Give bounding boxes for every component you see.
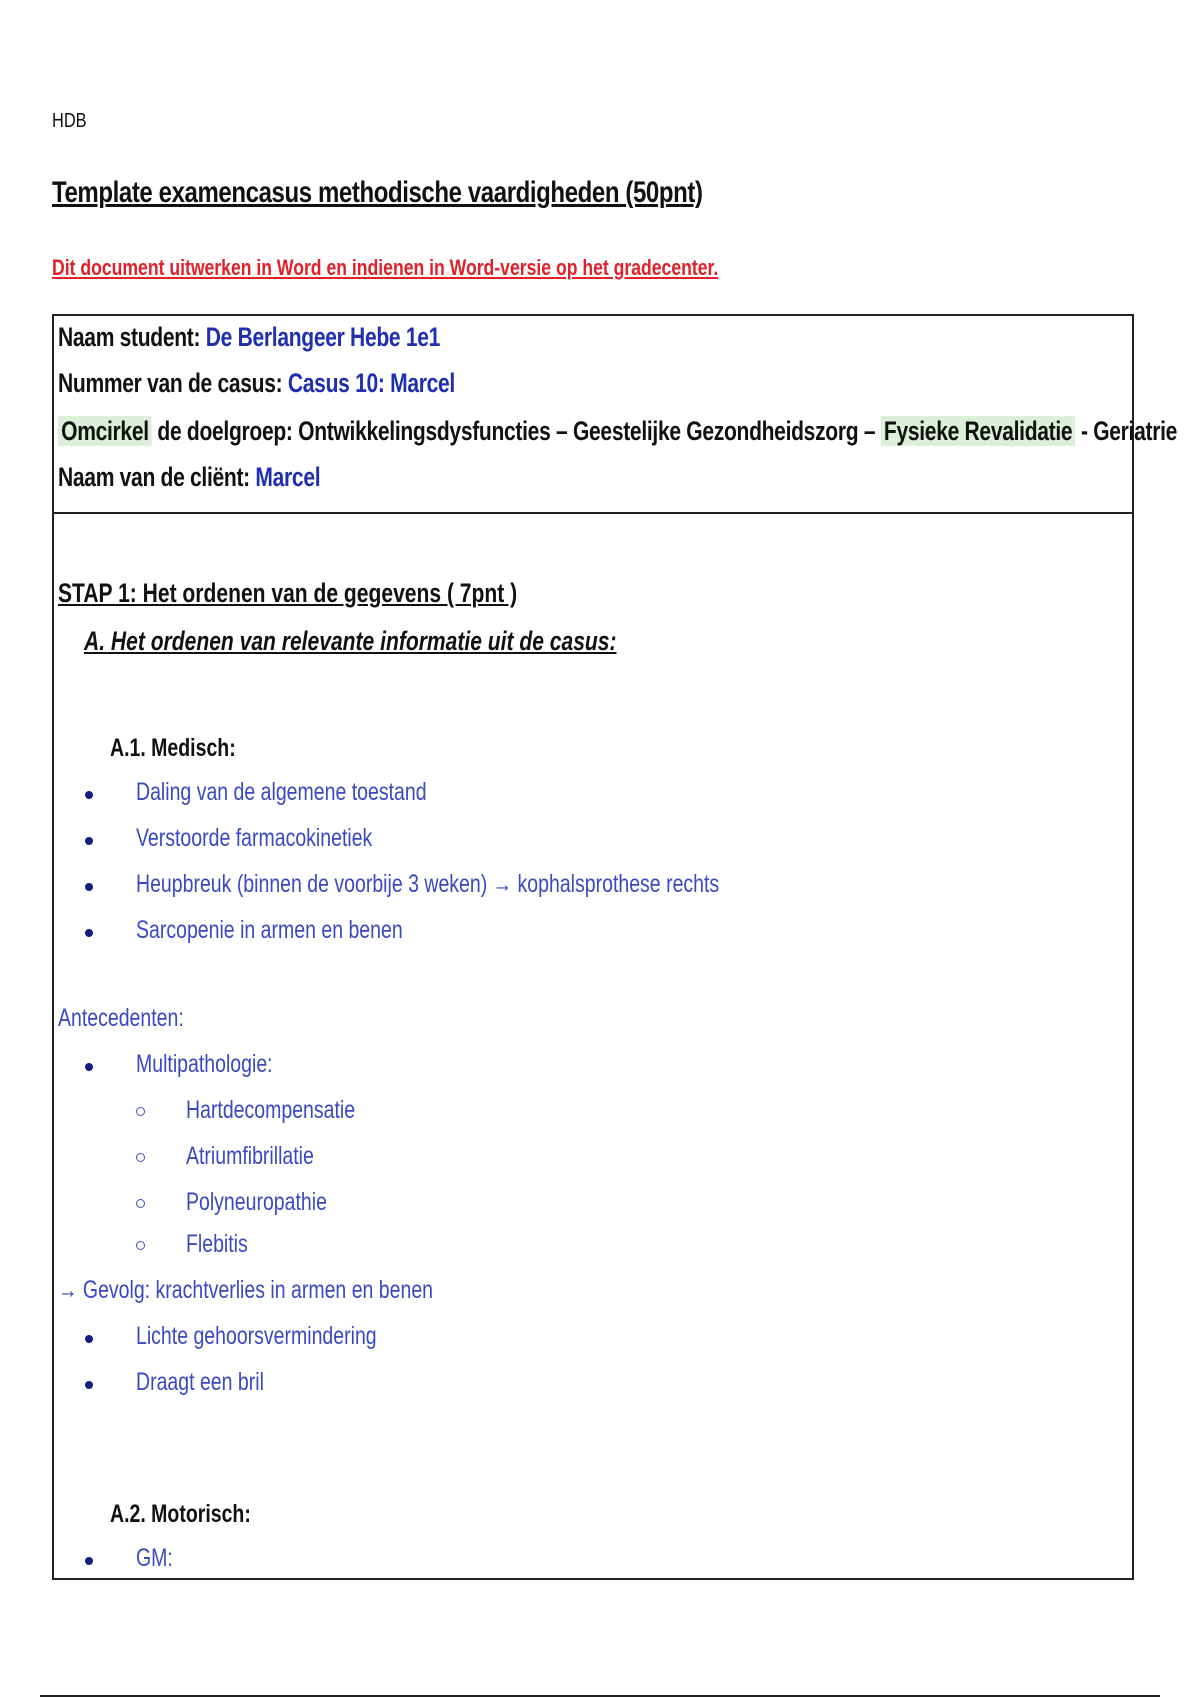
bullet-icon [85, 837, 93, 845]
target-option-ggz[interactable]: Geestelijke Gezondheidszorg [572, 416, 859, 446]
motorisch-heading: A.2. Motorisch: [110, 1500, 251, 1528]
bullet-icon [85, 1557, 93, 1565]
circle-bullet-icon [136, 1153, 145, 1162]
client-value[interactable]: Marcel [255, 462, 321, 492]
target-option-geriatrie[interactable]: Geriatrie [1093, 416, 1178, 446]
list-item-text: Daling van de algemene toestand [136, 778, 427, 806]
circle-bullet-icon [136, 1107, 145, 1116]
bullet-icon [85, 929, 93, 937]
casus-label: Nummer van de casus: [58, 368, 288, 398]
list-item-text: Verstoorde farmacokinetiek [136, 824, 373, 852]
medisch-heading: A.1. Medisch: [110, 734, 236, 762]
target-label: de doelgroep: [151, 416, 299, 446]
bullet-icon [85, 1063, 93, 1071]
student-value[interactable]: De Berlangeer Hebe 1e1 [205, 322, 441, 352]
sub-list-item-text: Polyneuropathie [186, 1188, 327, 1216]
list-item-text: Lichte gehoorsvermindering [136, 1322, 377, 1350]
target-option-ontwikkeling[interactable]: Ontwikkelingsdysfuncties [298, 416, 551, 446]
casus-line [58, 368, 455, 399]
gevolg-line: → Gevolg: krachtverlies in armen en benen [58, 1276, 434, 1304]
list-item-text: GM: [136, 1544, 173, 1572]
target-group-line [58, 416, 1177, 447]
client-label: Naam van de cliënt: [58, 462, 256, 492]
bullet-icon [85, 791, 93, 799]
list-item-text: Draagt een bril [136, 1368, 264, 1396]
box-divider [54, 512, 1132, 514]
bullet-icon [85, 1335, 93, 1343]
circle-bullet-icon [136, 1241, 145, 1250]
target-separator: – [550, 416, 573, 446]
step1-subtitle: A. Het ordenen van relevante informatie uit de casus: [84, 626, 617, 656]
header-code: HDB [52, 110, 87, 132]
sub-list-item-text: Atriumfibrillatie [186, 1142, 314, 1170]
target-separator: - [1075, 416, 1094, 446]
list-item-text: Heupbreuk (binnen de voorbije 3 weken) → kophalsprothese rechts [136, 870, 720, 898]
casus-value[interactable]: Casus 10: Marcel [287, 368, 455, 398]
warning-notice: Dit document uitwerken in Word en indienen in Word-versie op het gradecenter. [52, 255, 719, 280]
target-circle-word: Omcirkel [58, 416, 152, 446]
client-line [58, 462, 320, 493]
list-item-text: Sarcopenie in armen en benen [136, 916, 403, 944]
step1-title: STAP 1: Het ordenen van de gegevens ( 7pnt ) [58, 578, 518, 608]
bullet-icon [85, 883, 93, 891]
page-title: Template examencasus methodische vaardigheden (50pnt) [52, 176, 703, 209]
casus-form-box [52, 314, 1178, 1580]
target-option-fysieke-revalidatie[interactable]: Fysieke Revalidatie [881, 416, 1076, 446]
sub-list-item-text: Hartdecompensatie [186, 1096, 356, 1124]
antecedenten-label: Antecedenten: [58, 1004, 184, 1032]
target-separator: – [858, 416, 881, 446]
circle-bullet-icon [136, 1199, 145, 1208]
list-item-text: Multipathologie: [136, 1050, 273, 1078]
student-label: Naam student: [58, 322, 206, 352]
student-line [58, 322, 440, 353]
footer-divider [40, 1695, 1160, 1697]
sub-list-item-text: Flebitis [186, 1230, 248, 1258]
bullet-icon [85, 1381, 93, 1389]
